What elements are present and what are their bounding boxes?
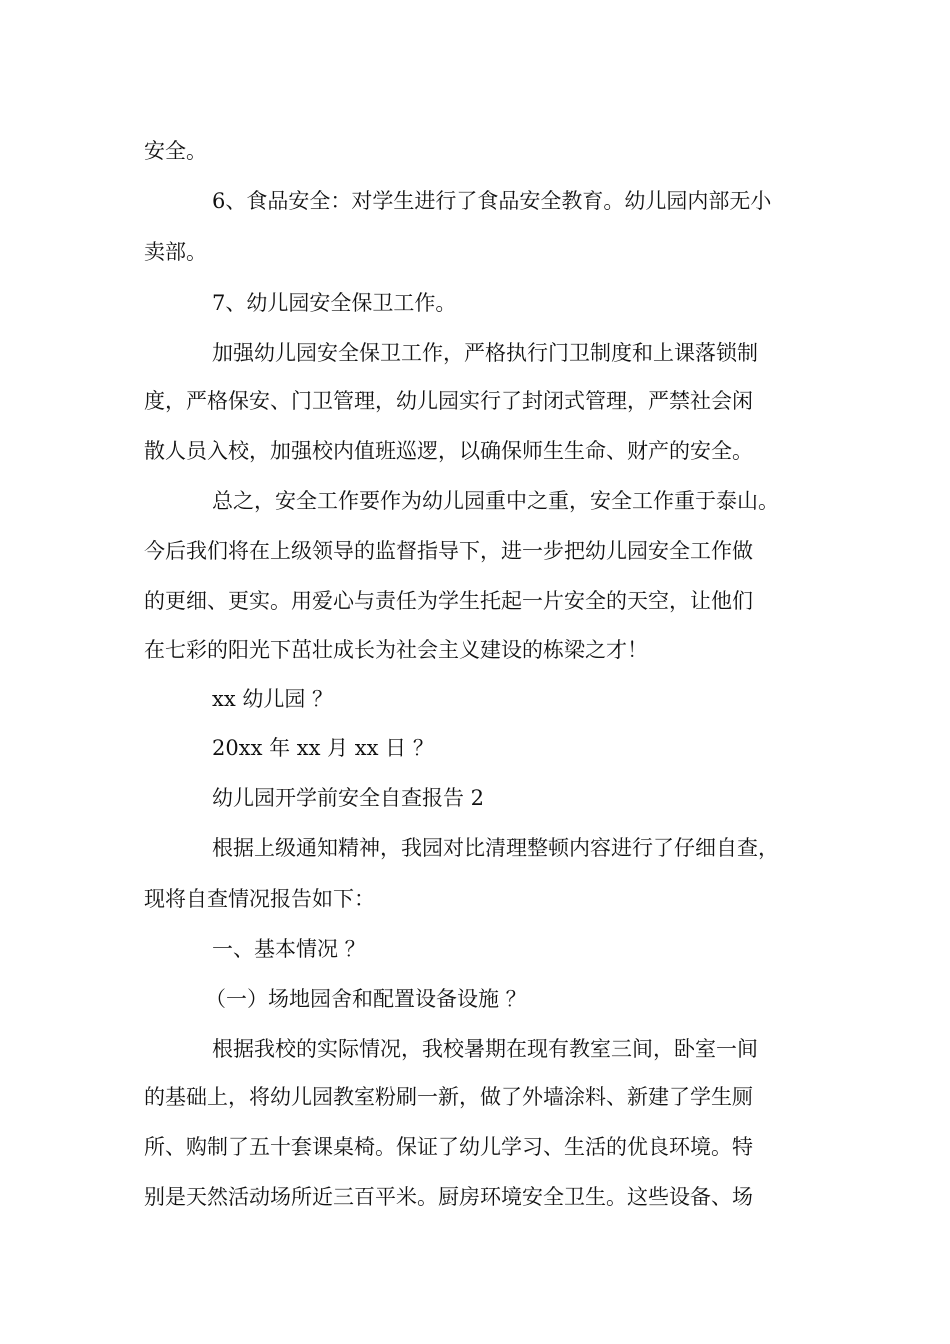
text-line: 的基础上，将幼儿园教室粉刷一新，做了外墙涂料、新建了学生厕	[144, 1085, 753, 1109]
text-line: 卖部。	[144, 240, 207, 264]
text-line: 度，严格保安、门卫管理，幼儿园实行了封闭式管理，严禁社会闲	[144, 389, 753, 413]
text-line: 在七彩的阳光下茁壮成长为社会主义建设的栋梁之才！	[144, 638, 648, 662]
text-line: 6、食品安全：对学生进行了食品安全教育。幼儿园内部无小	[212, 189, 772, 213]
text-line: 幼儿园开学前安全自查报告 2	[212, 786, 485, 810]
text-line: 7、幼儿园安全保卫工作。	[212, 291, 457, 315]
text-line: 加强幼儿园安全保卫工作，严格执行门卫制度和上课落锁制	[212, 341, 758, 365]
text-line: 的更细、更实。用爱心与责任为学生托起一片安全的天空，让他们	[144, 589, 753, 613]
text-line: 20xx 年 xx 月 xx 日 ？	[212, 736, 434, 760]
text-line: xx 幼儿园 ？	[212, 687, 334, 711]
text-line: 总之，安全工作要作为幼儿园重中之重，安全工作重于泰山。	[212, 489, 779, 513]
text-line: （一）场地园舍和配置设备设施 ？	[205, 987, 527, 1011]
text-line: 根据上级通知精神，我园对比清理整顿内容进行了仔细自查，	[212, 836, 779, 860]
text-line: 所、购制了五十套课桌椅。保证了幼儿学习、生活的优良环境。特	[144, 1135, 753, 1159]
text-line: 安全。	[144, 139, 207, 163]
text-line: 一、基本情况 ？	[212, 937, 366, 961]
text-line: 今后我们将在上级领导的监督指导下，进一步把幼儿园安全工作做	[144, 539, 753, 563]
text-line: 散人员入校，加强校内值班巡逻，以确保师生生命、财产的安全。	[144, 439, 753, 463]
text-line: 现将自查情况报告如下：	[144, 887, 375, 911]
text-line: 根据我校的实际情况，我校暑期在现有教室三间，卧室一间	[212, 1037, 758, 1061]
text-line: 别是天然活动场所近三百平米。厨房环境安全卫生。这些设备、场	[144, 1185, 753, 1209]
